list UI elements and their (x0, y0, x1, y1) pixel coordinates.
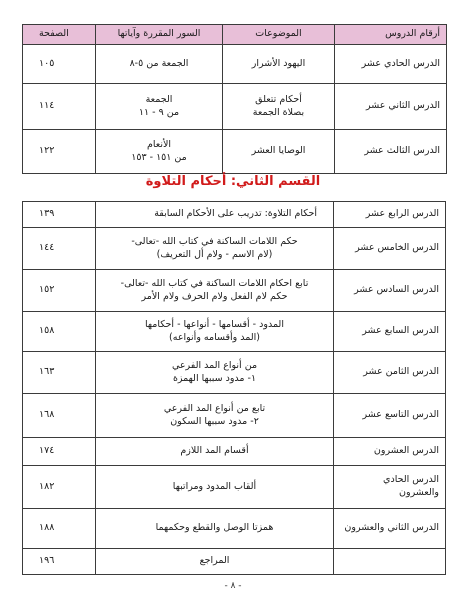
page-number-cell: ١٨٨ (23, 509, 96, 549)
lessons-table-part-two (22, 201, 446, 575)
header-lesson-numbers: أرقام الدروس (335, 25, 447, 45)
topic-cell: أقسام المد اللازم (96, 438, 334, 466)
table-row (23, 438, 446, 466)
surah-cell: الجمعة من ٩ - ١١ (96, 84, 223, 130)
lesson-number-cell (334, 549, 446, 575)
table-row (23, 352, 446, 394)
page-number-cell: ١٩٦ (23, 549, 96, 575)
page-number-footer: - ٨ - (224, 581, 242, 591)
table-row (23, 466, 446, 509)
page-number-cell: ١١٤ (23, 84, 96, 130)
lesson-number-cell: الدرس السابع عشر (334, 312, 446, 352)
table-row (23, 45, 447, 84)
page-number-cell: ١٤٤ (23, 228, 96, 270)
header-surahs: السور المقررة وآياتها (96, 25, 223, 45)
topic-cell: ألقاب المدود ومراتبها (96, 466, 334, 509)
table-row (23, 130, 447, 174)
lesson-number-cell: الدرس الثاني عشر (335, 84, 447, 130)
header-topics: الموضوعات (223, 25, 335, 45)
topic-cell: أحكام تتعلق بصلاة الجمعة (223, 84, 335, 130)
page-number-cell: ١٠٥ (23, 45, 96, 84)
header-page: الصفحة (23, 25, 96, 45)
section-title: القسم الثاني: أحكام التلاوة (145, 174, 321, 189)
topic-cell: اليهود الأشرار (223, 45, 335, 84)
table-row (23, 84, 447, 130)
page-number-cell: ١٦٨ (23, 394, 96, 438)
lesson-number-cell: الدرس التاسع عشر (334, 394, 446, 438)
page-number-cell: ١٢٢ (23, 130, 96, 174)
topic-cell: تابع احكام اللامات الساكنة في كتاب الله -تعالى- حكم لام الفعل ولام الحرف ولام الأمر (96, 270, 334, 312)
table-row (23, 312, 446, 352)
table-row (23, 202, 446, 228)
page-number-cell: ١٥٢ (23, 270, 96, 312)
table-row (23, 228, 446, 270)
page-number-cell: ١٧٤ (23, 438, 96, 466)
table-row (23, 394, 446, 438)
topic-cell: حكم اللامات الساكنة في كتاب الله -تعالى- (لام الاسم - ولام أل التعريف) (96, 228, 334, 270)
lesson-number-cell: الدرس السادس عشر (334, 270, 446, 312)
topic-cell: أحكام التلاوة: تدريب على الأحكام السابقة (96, 202, 334, 228)
lesson-number-cell: الدرس الثامن عشر (334, 352, 446, 394)
surah-cell: الجمعة من ٥-٨ (96, 45, 223, 84)
table-row (23, 270, 446, 312)
page-number-cell: ١٨٢ (23, 466, 96, 509)
topic-cell: المراجع (96, 549, 334, 575)
topic-cell: الوصايا العشر (223, 130, 335, 174)
table-row (23, 509, 446, 549)
lesson-number-cell: الدرس الحادي والعشرون (334, 466, 446, 509)
table-row (23, 549, 446, 575)
topic-cell: همزتا الوصل والقطع وحكمهما (96, 509, 334, 549)
lessons-table-part-one (22, 24, 447, 174)
topic-cell: تابع من أنواع المد الفرعي ٢- مدود سببها السكون (96, 394, 334, 438)
lesson-number-cell: الدرس الحادي عشر (335, 45, 447, 84)
lesson-number-cell: الدرس العشرون (334, 438, 446, 466)
page-number-cell: ١٣٩ (23, 202, 96, 228)
topic-cell: من أنواع المد الفرعي ١- مدود سببها الهمزة (96, 352, 334, 394)
lesson-number-cell: الدرس الرابع عشر (334, 202, 446, 228)
surah-cell: الأنعام من ١٥١ - ١٥٣ (96, 130, 223, 174)
page-number-cell: ١٥٨ (23, 312, 96, 352)
lesson-number-cell: الدرس الثالث عشر (335, 130, 447, 174)
table-header-row (23, 25, 447, 45)
page-number-cell: ١٦٣ (23, 352, 96, 394)
lesson-number-cell: الدرس الخامس عشر (334, 228, 446, 270)
lesson-number-cell: الدرس الثاني والعشرون (334, 509, 446, 549)
topic-cell: المدود - أقسامها - أنواعها - أحكامها (المد وأقسامه وأنواعه) (96, 312, 334, 352)
